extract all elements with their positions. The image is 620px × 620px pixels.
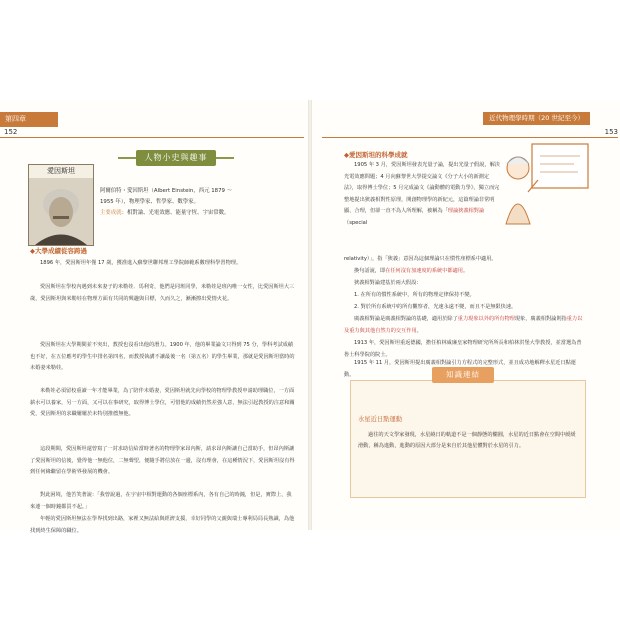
left-paragraph: 年輕的愛因斯坦無法在學界找到出路，家裡又無法給與經濟支援，幸好同學的父親與瑞士專利局局長熟識，為他找到終生保障的職位。 [30, 516, 295, 534]
intro-line-1: 阿爾伯特・愛因斯坦（Albert Einstein，西元 1879 ～ [100, 188, 233, 194]
achievement-label: 主要成就 [100, 210, 122, 216]
knowledge-text: 過往的天文學家發現，水星繞日的軌道不是一個靜態的橢圓，水星的近日點會在空間中緩緩滑動，稱為進動，進動的原因大部分是來自於其他星體對於水星的引力。 [358, 432, 576, 449]
section-tab: 近代物理學時期（20 世紀至今） [483, 112, 590, 125]
biography-intro [100, 186, 300, 219]
banner-label: 人物小史與趣事 [136, 150, 216, 166]
page-number-right: 153 [322, 127, 618, 138]
left-paragraph: 對此困境，他苦笑著說：「我曾說過，在宇宙中相對運動的各個座標系內，各有自己的時鐘，但是，實際上，我來連一個時鐘都買不起。」 [30, 492, 292, 510]
portrait-caption: 愛因斯坦 [29, 165, 93, 178]
right-paragraph: 換句話說，即在任何沒有加速度的系統中都適用。 [354, 268, 469, 274]
left-subhead: ◆大學成績從容跨過 [30, 247, 87, 255]
right-subhead: ◆愛因斯坦的科學成就 [344, 151, 408, 159]
intro-line-2: 1955 年），物理學家、哲學家、數學家。 [100, 199, 199, 205]
assumption-item: 1. 在所有的慣性系統中，所有的物理定律保持不變。 [354, 292, 475, 298]
right-paragraph: 1905 年 3 月，愛因斯坦發表光量子論，提出光量子假說，解決光電效應問題；4 月向蘇黎世大學提交論文《分子大小的新測定法》，取得博士學位；5 月完成論文《論動體的電動力學》，獨立而完整地提出狹義相對性原理，開創物理學的新紀元，這篇理論非常明顯，合理，但卻一直不為人所理解，被稱為「理論狹義相對論（special [344, 162, 500, 226]
section-banner [118, 150, 234, 166]
knowledge-title: 知識連結 [432, 367, 494, 383]
right-paragraph: 狹義相對論建基於兩大假設： [354, 280, 422, 286]
inline-highlight: 在任何沒有加速度的系統中都適用 [385, 268, 463, 274]
left-paragraph: 1896 年，愛因斯坦年僅 17 歲，獲准進入蘇黎世聯邦理工學院師範系數理科學習物理。 [40, 260, 242, 266]
knowledge-subtitle: 水星近日點運動 [358, 416, 403, 423]
special-relativity-term: 理論狹義相對論 [447, 208, 485, 215]
scientist-illustration [502, 140, 590, 226]
left-paragraph: 這段期間，愛因斯坦還曾寫了一封求助信給當時著名的物理學家昂內斯，請求昂內斯讓自己當助手，但昂內斯讓了愛因斯坦的信後，覺得他一無他位，二無聲望，便隨手將信放在一邊，沒有理會，在這種情況下，愛因斯坦沒有得到任何緣繼留在學術界發展的機會。 [30, 446, 295, 476]
left-paragraph: 米勒娃必須留校重讀一年才能畢業，為了陪伴未婚妻，愛因斯坦就先向學校的物理學教授申請助理職位，一方面薪水可以養家，另一方面，又可以在事研究，取得博士學位，可惜他的成績仍然差強人意，無法引起教授的注意和關愛，愛因斯坦的求職屢屢於未特別推薦無他。 [30, 388, 295, 418]
portrait-image [29, 178, 93, 245]
intro-line-3 [100, 208, 300, 219]
right-paragraph: relativity）」，指「狹義」意因為這個理論只在慣性座標系中適用。 [344, 256, 497, 262]
chapter-tab: 第四章 [0, 112, 58, 127]
left-paragraph: 愛因斯坦在學校內遇到未來妻子的米勒娃．馬利奇，他們是同班同學，米勒娃是班內唯一女性，比愛因斯坦大三歲，愛因斯坦與米勒娃在物理方面有共同的興趣與目標，久而久之，漸漸擦出愛情火花。 [30, 284, 295, 302]
page-number-left: 152 [0, 127, 304, 138]
right-paragraph: 廣義相對論是廣義相對論的基礎，適用於除了重力現象以外的所有物理現象，廣義相對論則指重力以及重力與其他自然力的交互作用。 [344, 316, 583, 334]
right-paragraph: 1915 年 11 月，愛因斯坦提出廣義相對論引力方程式的完整形式，並且成功地解釋水星近日點運動。 [344, 360, 576, 378]
achievement-text: ：相對論、光電效應、能量守恆、宇宙常數。 [121, 210, 230, 216]
assumption-item: 2. 對於所有系統中的所有觀察者，光速永遠不變，而且不是無限快速。 [354, 304, 517, 310]
right-paragraph: 1913 年，愛因斯坦重返德國，擔任柏林威廉皇家物理研究所所長和柏林洪堡大學教授，並當選為普魯士科學院的院士。 [344, 340, 582, 358]
einstein-portrait [28, 164, 94, 246]
left-paragraph: 愛因斯坦在大學期間並不突出，教授也沒看出他的潛力。1900 年，他的畢業論文只得到 75 分，學科考試成績也不好，在五位應考的學生中排名第四名，而教授執講不讓最後一名（第五名）的學生畢業，那就是愛因斯坦當時的未婚妻米勒娃。 [30, 342, 295, 372]
